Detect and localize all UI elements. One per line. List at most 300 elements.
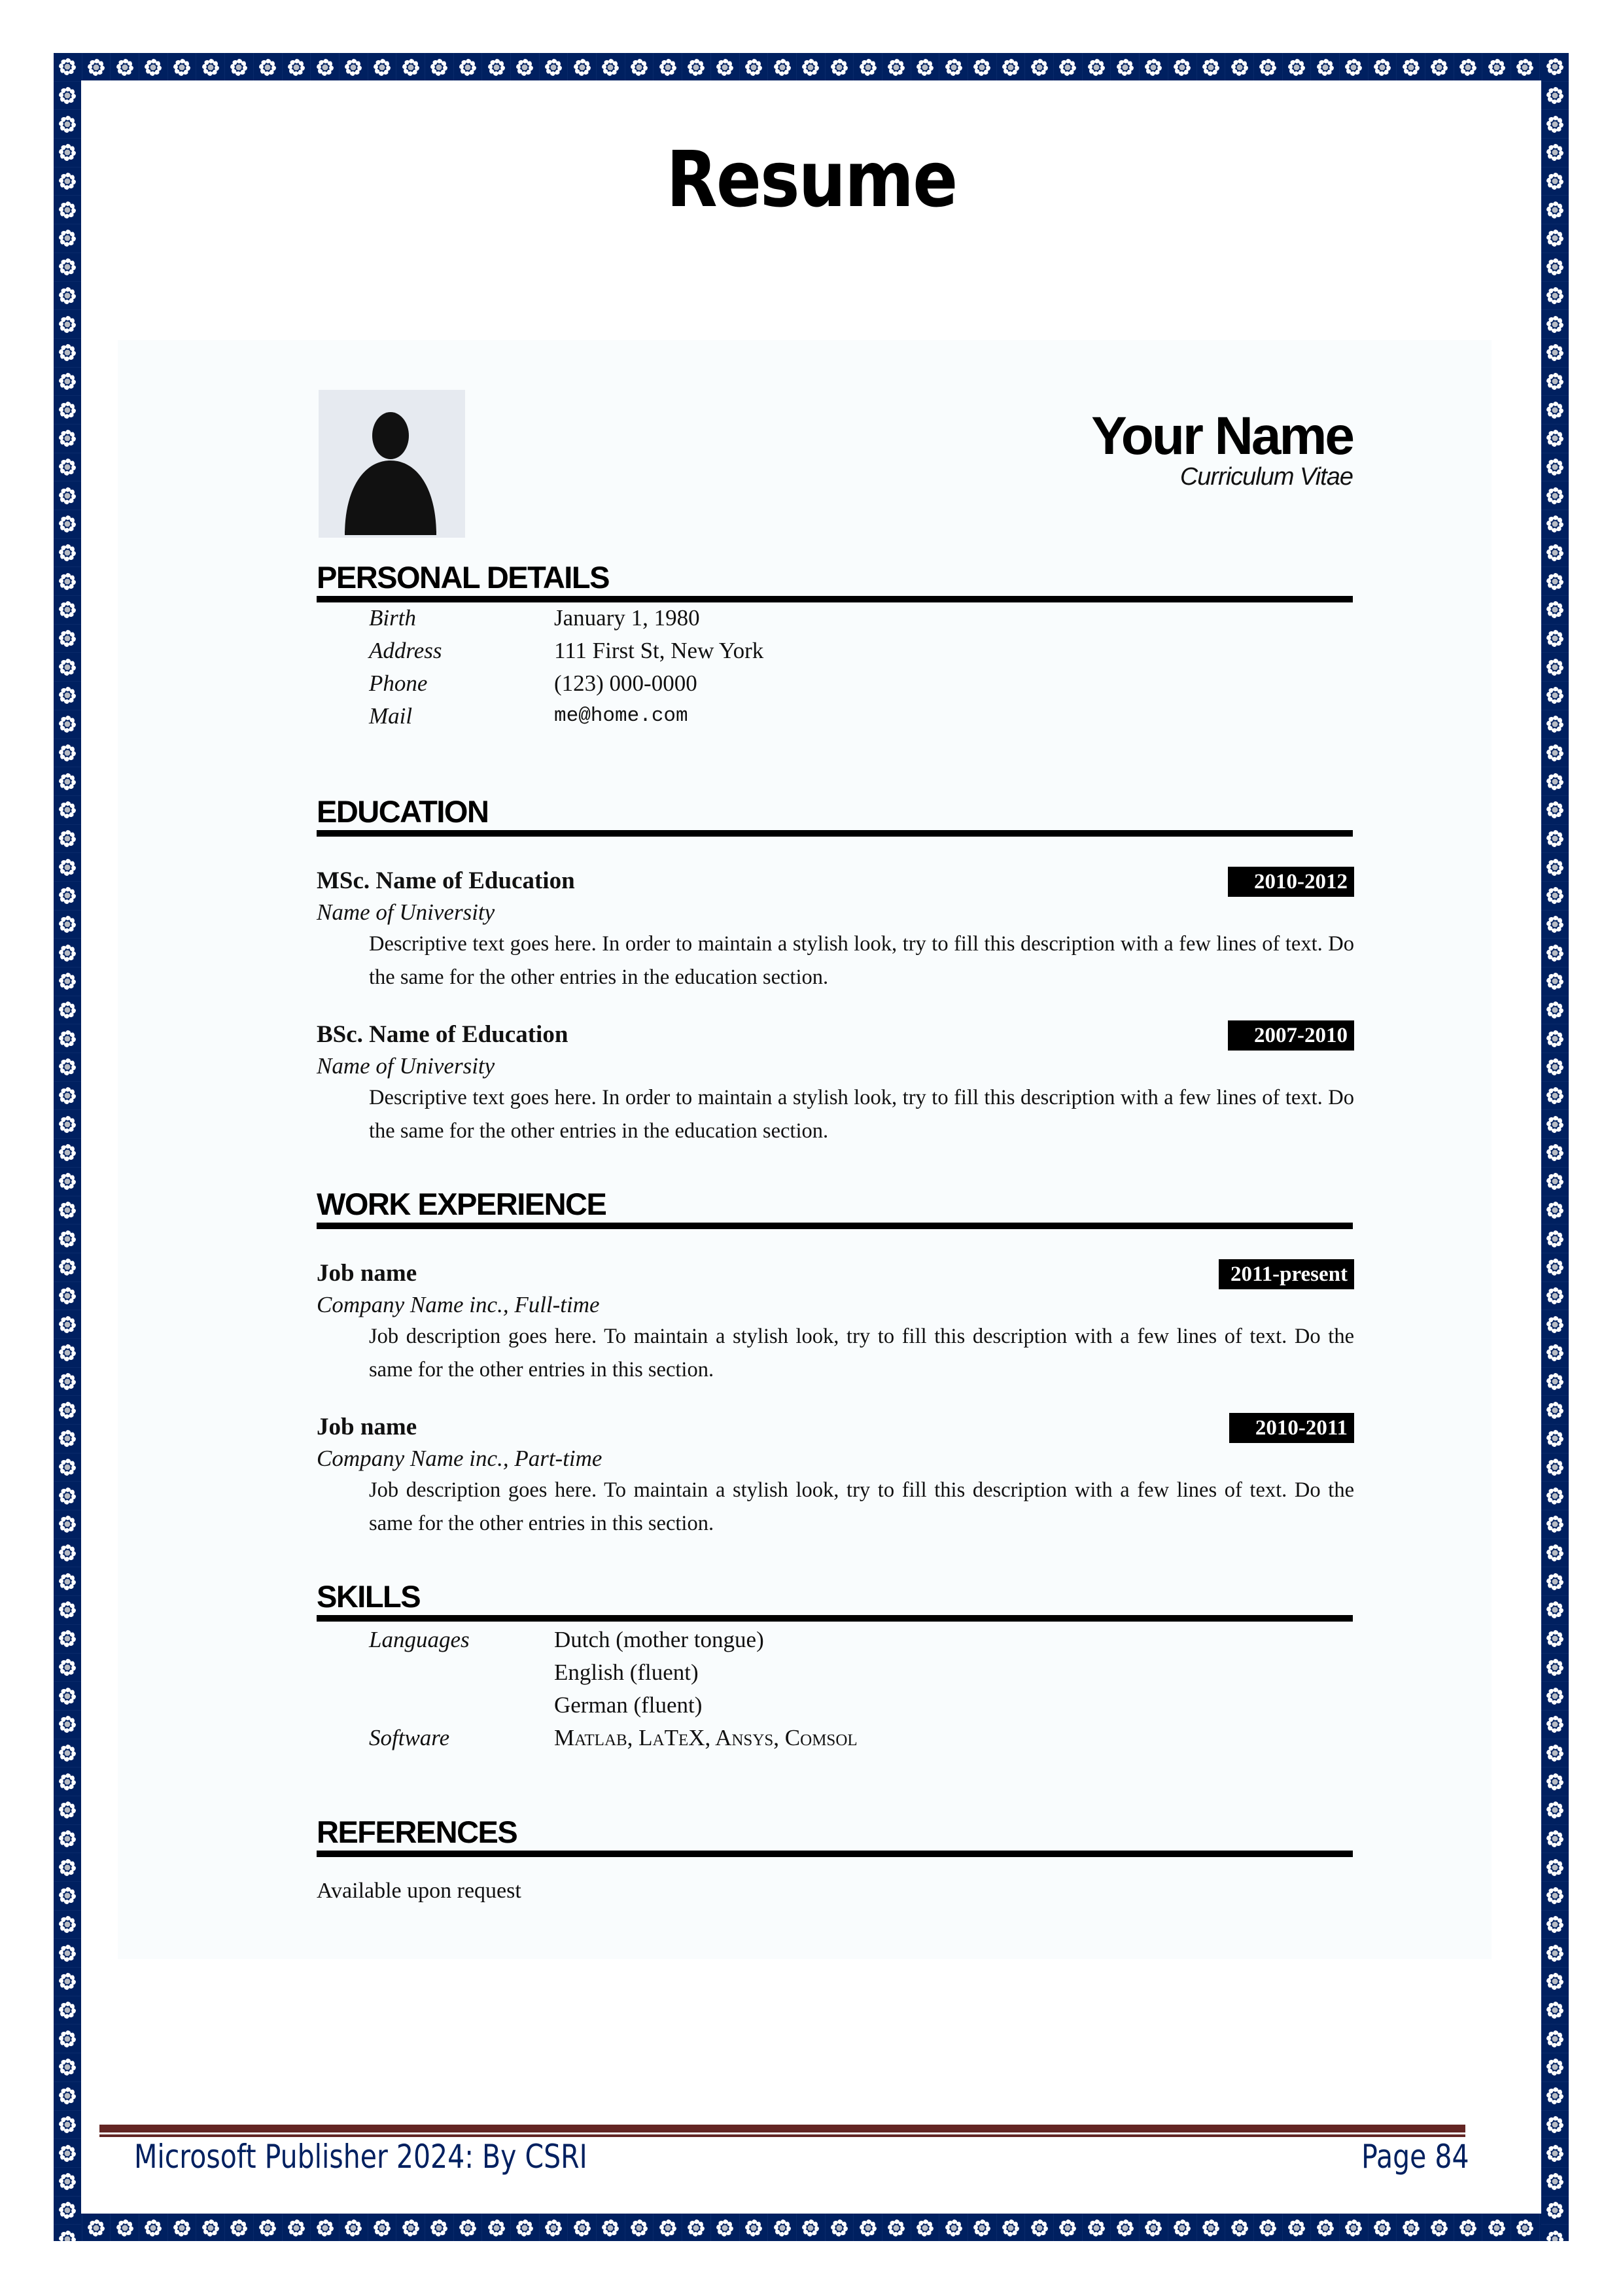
- pinwheel-flower-icon: [1172, 57, 1192, 78]
- job-company: Company Name inc., Full-time: [317, 1292, 600, 1317]
- pinwheel-flower-icon: [915, 2218, 935, 2238]
- pinwheel-flower-icon: [1545, 1828, 1565, 1849]
- resume-image: [118, 340, 1492, 1959]
- pinwheel-flower-icon: [172, 57, 192, 78]
- border-tile: [1541, 1053, 1569, 1082]
- border-tile: [54, 1482, 81, 1510]
- page-border-right: [1541, 53, 1569, 2241]
- education-institution: Name of University: [317, 899, 495, 925]
- pinwheel-flower-icon: [58, 1599, 77, 1620]
- border-tile: [111, 2214, 139, 2241]
- pinwheel-flower-icon: [1545, 371, 1565, 392]
- pinwheel-flower-icon: [1344, 57, 1363, 78]
- border-tile: [1541, 1368, 1569, 1397]
- pinwheel-flower-icon: [658, 2218, 678, 2238]
- pinwheel-flower-icon: [1230, 2218, 1249, 2238]
- skills-list: [369, 1624, 958, 1761]
- pinwheel-flower-icon: [1545, 2057, 1565, 2078]
- pinwheel-flower-icon: [458, 57, 478, 78]
- value-phone: (123) 000-0000: [554, 670, 697, 696]
- pinwheel-flower-icon: [1545, 513, 1565, 534]
- pinwheel-flower-icon: [58, 2085, 77, 2106]
- value-birth: January 1, 1980: [554, 605, 700, 631]
- pinwheel-flower-icon: [1429, 2218, 1449, 2238]
- border-tile: [54, 167, 81, 196]
- pinwheel-flower-icon: [1545, 943, 1565, 964]
- pinwheel-flower-icon: [1115, 57, 1135, 78]
- border-tile: [1541, 882, 1569, 911]
- border-tile: [1541, 1282, 1569, 1311]
- pinwheel-flower-icon: [58, 171, 77, 192]
- page-border-bottom: [54, 2214, 1569, 2241]
- border-tile: [1340, 53, 1369, 80]
- border-tile: [1541, 2053, 1569, 2082]
- border-tile: [225, 53, 254, 80]
- border-tile: [54, 2225, 81, 2241]
- border-tile: [1340, 2214, 1369, 2241]
- border-tile: [54, 282, 81, 311]
- border-tile: [1482, 53, 1511, 80]
- pinwheel-flower-icon: [1545, 1542, 1565, 1563]
- pinwheel-flower-icon: [572, 57, 592, 78]
- pinwheel-flower-icon: [858, 2218, 878, 2238]
- border-tile: [997, 53, 1026, 80]
- border-tile: [54, 1939, 81, 1968]
- border-tile: [1541, 1796, 1569, 1825]
- footer-page-number: Page 84: [1361, 2138, 1469, 2176]
- pinwheel-flower-icon: [58, 1828, 77, 1849]
- software-list: Matlab, LaTeX, Ansys, Comsol: [554, 1725, 858, 1750]
- border-tile: [1541, 425, 1569, 453]
- border-tile: [1511, 53, 1540, 80]
- border-tile: [368, 53, 397, 80]
- pinwheel-flower-icon: [401, 2218, 421, 2238]
- border-tile: [654, 2214, 682, 2241]
- border-tile: [54, 1567, 81, 1596]
- border-tile: [54, 1625, 81, 1654]
- pinwheel-flower-icon: [1515, 2218, 1535, 2238]
- pinwheel-flower-icon: [58, 571, 77, 592]
- border-tile: [1541, 825, 1569, 854]
- border-tile: [54, 1282, 81, 1311]
- border-tile: [1225, 53, 1254, 80]
- pinwheel-flower-icon: [58, 428, 77, 449]
- border-tile: [997, 2214, 1026, 2241]
- border-tile: [54, 425, 81, 453]
- border-tile: [54, 1253, 81, 1282]
- border-tile: [54, 53, 81, 82]
- pinwheel-flower-icon: [1545, 1628, 1565, 1649]
- border-tile: [283, 2214, 311, 2241]
- border-tile: [1140, 53, 1168, 80]
- border-tile: [54, 1310, 81, 1339]
- pinwheel-flower-icon: [58, 1514, 77, 1535]
- border-tile: [54, 1396, 81, 1425]
- pinwheel-flower-icon: [487, 57, 506, 78]
- border-tile: [1541, 739, 1569, 768]
- education-title: MSc. Name of Education: [317, 867, 575, 894]
- border-tile: [768, 53, 797, 80]
- pinwheel-flower-icon: [58, 1171, 77, 1192]
- border-tile: [768, 2214, 797, 2241]
- pinwheel-flower-icon: [58, 857, 77, 878]
- border-tile: [1541, 139, 1569, 167]
- cv-subtitle: Curriculum Vitae: [1179, 463, 1353, 491]
- pinwheel-flower-icon: [58, 485, 77, 506]
- pinwheel-flower-icon: [58, 256, 77, 277]
- pinwheel-flower-icon: [1545, 1314, 1565, 1335]
- section-heading-skills: SKILLS: [317, 1580, 1353, 1622]
- border-tile: [511, 2214, 540, 2241]
- pinwheel-flower-icon: [1545, 1200, 1565, 1221]
- border-tile: [1541, 1196, 1569, 1225]
- label-languages: Languages: [369, 1627, 470, 1652]
- pinwheel-flower-icon: [58, 1571, 77, 1592]
- border-tile: [1541, 368, 1569, 396]
- pinwheel-flower-icon: [1545, 1085, 1565, 1106]
- border-tile: [54, 567, 81, 596]
- border-tile: [711, 53, 740, 80]
- border-tile: [1283, 53, 1312, 80]
- border-tile: [54, 1196, 81, 1225]
- border-tile: [826, 53, 854, 80]
- border-tile: [540, 53, 568, 80]
- border-tile: [196, 2214, 225, 2241]
- border-tile: [54, 1596, 81, 1625]
- border-tile: [1541, 110, 1569, 139]
- border-tile: [111, 53, 139, 80]
- page-border-top: [54, 53, 1569, 80]
- border-tile: [1541, 1825, 1569, 1854]
- border-tile: [54, 481, 81, 510]
- pinwheel-flower-icon: [58, 1457, 77, 1478]
- border-tile: [1541, 481, 1569, 510]
- border-tile: [1454, 2214, 1483, 2241]
- border-tile: [168, 53, 197, 80]
- border-tile: [311, 2214, 340, 2241]
- pinwheel-flower-icon: [1545, 1285, 1565, 1306]
- border-tile: [1541, 911, 1569, 939]
- pinwheel-flower-icon: [1545, 1857, 1565, 1878]
- border-tile: [396, 53, 425, 80]
- pinwheel-flower-icon: [1545, 1657, 1565, 1678]
- border-tile: [682, 53, 711, 80]
- pinwheel-flower-icon: [1545, 1171, 1565, 1192]
- pinwheel-flower-icon: [1372, 2218, 1392, 2238]
- border-tile: [911, 2214, 940, 2241]
- border-tile: [1425, 2214, 1454, 2241]
- border-tile: [1482, 2214, 1511, 2241]
- pinwheel-flower-icon: [1545, 2114, 1565, 2135]
- pinwheel-flower-icon: [1287, 2218, 1306, 2238]
- border-tile: [396, 2214, 425, 2241]
- pinwheel-flower-icon: [1545, 1428, 1565, 1449]
- pinwheel-flower-icon: [1545, 428, 1565, 449]
- pinwheel-flower-icon: [58, 1285, 77, 1306]
- pinwheel-flower-icon: [287, 57, 306, 78]
- border-tile: [54, 996, 81, 1025]
- pinwheel-flower-icon: [58, 85, 77, 106]
- pinwheel-flower-icon: [58, 685, 77, 706]
- border-tile: [54, 339, 81, 368]
- border-tile: [1168, 2214, 1197, 2241]
- pinwheel-flower-icon: [544, 57, 563, 78]
- border-tile: [54, 967, 81, 996]
- pinwheel-flower-icon: [58, 228, 77, 249]
- pinwheel-flower-icon: [544, 2218, 563, 2238]
- border-tile: [1541, 1911, 1569, 1939]
- pinwheel-flower-icon: [343, 2218, 363, 2238]
- pinwheel-flower-icon: [58, 1114, 77, 1135]
- border-tile: [1541, 996, 1569, 1025]
- border-tile: [1541, 396, 1569, 425]
- pinwheel-flower-icon: [972, 57, 992, 78]
- border-tile: [939, 2214, 968, 2241]
- language-item: German (fluent): [554, 1692, 703, 1718]
- pinwheel-flower-icon: [58, 1885, 77, 1906]
- border-tile: [1541, 2225, 1569, 2241]
- pinwheel-flower-icon: [1545, 114, 1565, 135]
- border-tile: [1054, 2214, 1083, 2241]
- pinwheel-flower-icon: [1545, 2000, 1565, 2021]
- label-software: Software: [369, 1725, 450, 1750]
- border-tile: [1311, 2214, 1340, 2241]
- border-tile: [625, 2214, 654, 2241]
- pinwheel-flower-icon: [1458, 2218, 1478, 2238]
- border-tile: [54, 2168, 81, 2197]
- border-tile: [1541, 1510, 1569, 1539]
- pinwheel-flower-icon: [1545, 2229, 1565, 2241]
- pinwheel-flower-icon: [258, 57, 277, 78]
- pinwheel-flower-icon: [86, 2218, 106, 2238]
- pinwheel-flower-icon: [58, 1800, 77, 1820]
- border-tile: [1541, 853, 1569, 882]
- pinwheel-flower-icon: [58, 1142, 77, 1163]
- border-tile: [1541, 1082, 1569, 1111]
- border-tile: [854, 53, 882, 80]
- education-description: Descriptive text goes here. In order to maintain a stylish look, try to fill this description with a few lines of text. Do the same for the other entries in the education section.: [369, 932, 1354, 989]
- border-tile: [740, 2214, 769, 2241]
- pinwheel-flower-icon: [58, 885, 77, 906]
- cv-name: Your Name: [1091, 406, 1353, 466]
- pinwheel-flower-icon: [58, 828, 77, 849]
- border-tile: [854, 2214, 882, 2241]
- border-tile: [1541, 1539, 1569, 1568]
- border-tile: [82, 2214, 111, 2241]
- pinwheel-flower-icon: [858, 57, 878, 78]
- pinwheel-flower-icon: [143, 57, 163, 78]
- value-mail: me@home.com: [554, 704, 688, 727]
- pinwheel-flower-icon: [58, 657, 77, 678]
- label-address: Address: [369, 638, 442, 663]
- pinwheel-flower-icon: [1545, 1800, 1565, 1820]
- border-tile: [425, 2214, 454, 2241]
- pinwheel-flower-icon: [58, 2114, 77, 2135]
- border-tile: [1254, 53, 1283, 80]
- border-tile: [1541, 167, 1569, 196]
- pinwheel-flower-icon: [58, 285, 77, 306]
- pinwheel-flower-icon: [1087, 2218, 1106, 2238]
- pinwheel-flower-icon: [1258, 57, 1278, 78]
- border-tile: [454, 53, 483, 80]
- pinwheel-flower-icon: [1545, 542, 1565, 563]
- education-description: Descriptive text goes here. In order to maintain a stylish look, try to fill this description with a few lines of text. Do the same for the other entries in the education section.: [369, 1086, 1354, 1143]
- border-tile: [1541, 710, 1569, 739]
- pinwheel-flower-icon: [58, 1342, 77, 1363]
- pinwheel-flower-icon: [58, 1857, 77, 1878]
- border-tile: [1541, 1739, 1569, 1768]
- pinwheel-flower-icon: [58, 371, 77, 392]
- border-tile: [1541, 1168, 1569, 1196]
- pinwheel-flower-icon: [1545, 1457, 1565, 1478]
- border-tile: [1541, 967, 1569, 996]
- pinwheel-flower-icon: [58, 971, 77, 992]
- pinwheel-flower-icon: [115, 57, 135, 78]
- border-tile: [1541, 1310, 1569, 1339]
- border-tile: [454, 2214, 483, 2241]
- pinwheel-flower-icon: [1545, 2171, 1565, 2192]
- section-heading-education: EDUCATION: [317, 795, 1353, 837]
- pinwheel-flower-icon: [1545, 1228, 1565, 1249]
- border-tile: [568, 53, 597, 80]
- education-title: BSc. Name of Education: [317, 1021, 568, 1048]
- pinwheel-flower-icon: [1545, 1142, 1565, 1163]
- border-tile: [1541, 1225, 1569, 1253]
- border-tile: [54, 853, 81, 882]
- border-tile: [54, 1453, 81, 1482]
- pinwheel-flower-icon: [801, 2218, 820, 2238]
- border-tile: [1541, 82, 1569, 111]
- pinwheel-flower-icon: [1545, 828, 1565, 849]
- border-tile: [1541, 625, 1569, 653]
- border-tile: [54, 1682, 81, 1711]
- border-tile: [1541, 1139, 1569, 1168]
- personal-details-list: [369, 602, 958, 739]
- border-tile: [54, 2111, 81, 2140]
- pinwheel-flower-icon: [58, 342, 77, 363]
- pinwheel-flower-icon: [1201, 57, 1221, 78]
- border-tile: [1541, 2168, 1569, 2197]
- border-tile: [1541, 1596, 1569, 1625]
- pinwheel-flower-icon: [1545, 657, 1565, 678]
- border-tile: [968, 53, 997, 80]
- pinwheel-flower-icon: [58, 771, 77, 792]
- pinwheel-flower-icon: [1545, 171, 1565, 192]
- pinwheel-flower-icon: [1372, 57, 1392, 78]
- pinwheel-flower-icon: [773, 2218, 792, 2238]
- pinwheel-flower-icon: [58, 400, 77, 421]
- pinwheel-flower-icon: [1287, 57, 1306, 78]
- pinwheel-flower-icon: [58, 542, 77, 563]
- pinwheel-flower-icon: [58, 1028, 77, 1049]
- border-tile: [1541, 1396, 1569, 1425]
- border-tile: [1541, 2139, 1569, 2168]
- job-title: Job name: [317, 1414, 417, 1440]
- border-tile: [1541, 1453, 1569, 1482]
- pinwheel-flower-icon: [143, 2218, 163, 2238]
- pinwheel-flower-icon: [1316, 2218, 1335, 2238]
- pinwheel-flower-icon: [972, 2218, 992, 2238]
- pinwheel-flower-icon: [58, 1000, 77, 1020]
- border-tile: [54, 1082, 81, 1111]
- pinwheel-flower-icon: [1545, 1885, 1565, 1906]
- border-tile: [54, 1339, 81, 1368]
- border-tile: [1083, 53, 1111, 80]
- job-description: Job description goes here. To maintain a stylish look, try to fill this description with a few lines of text. Do the same for the other entries in this section.: [369, 1478, 1354, 1535]
- border-tile: [368, 2214, 397, 2241]
- border-tile: [1541, 2111, 1569, 2140]
- pinwheel-flower-icon: [1115, 2218, 1135, 2238]
- border-tile: [1511, 2214, 1540, 2241]
- pinwheel-flower-icon: [1545, 2143, 1565, 2164]
- border-tile: [54, 1882, 81, 1911]
- pinwheel-flower-icon: [1087, 57, 1106, 78]
- border-tile: [1541, 682, 1569, 710]
- pinwheel-flower-icon: [601, 57, 620, 78]
- pinwheel-flower-icon: [829, 57, 849, 78]
- border-tile: [1454, 53, 1483, 80]
- pinwheel-flower-icon: [629, 57, 649, 78]
- pinwheel-flower-icon: [1515, 57, 1535, 78]
- education-institution: Name of University: [317, 1053, 495, 1079]
- page-title: Resume: [666, 134, 957, 224]
- pinwheel-flower-icon: [1201, 2218, 1221, 2238]
- pinwheel-flower-icon: [1487, 57, 1507, 78]
- pinwheel-flower-icon: [1545, 342, 1565, 363]
- border-tile: [168, 2214, 197, 2241]
- border-tile: [1197, 53, 1226, 80]
- border-tile: [540, 2214, 568, 2241]
- border-tile: [340, 2214, 368, 2241]
- pinwheel-flower-icon: [1030, 2218, 1049, 2238]
- border-tile: [1541, 1968, 1569, 1996]
- pinwheel-flower-icon: [58, 2171, 77, 2192]
- border-tile: [882, 2214, 911, 2241]
- border-tile: [54, 396, 81, 425]
- pinwheel-flower-icon: [1545, 571, 1565, 592]
- pinwheel-flower-icon: [1545, 799, 1565, 820]
- border-tile: [54, 767, 81, 796]
- pinwheel-flower-icon: [1545, 200, 1565, 220]
- footer-publication-title: Microsoft Publisher 2024: By CSRI: [134, 2138, 587, 2176]
- pinwheel-flower-icon: [744, 57, 763, 78]
- border-tile: [625, 53, 654, 80]
- pinwheel-flower-icon: [172, 2218, 192, 2238]
- border-tile: [54, 1825, 81, 1854]
- pinwheel-flower-icon: [1316, 57, 1335, 78]
- pinwheel-flower-icon: [1143, 57, 1163, 78]
- pinwheel-flower-icon: [1058, 57, 1077, 78]
- border-tile: [1541, 939, 1569, 967]
- border-tile: [654, 53, 682, 80]
- pinwheel-flower-icon: [58, 599, 77, 620]
- pinwheel-flower-icon: [58, 457, 77, 478]
- border-tile: [82, 53, 111, 80]
- border-tile: [1168, 53, 1197, 80]
- pinwheel-flower-icon: [58, 2000, 77, 2021]
- pinwheel-flower-icon: [1545, 1743, 1565, 1764]
- border-tile: [1083, 2214, 1111, 2241]
- pinwheel-flower-icon: [1401, 2218, 1421, 2238]
- border-tile: [1541, 1425, 1569, 1453]
- pinwheel-flower-icon: [1545, 1971, 1565, 1992]
- border-tile: [254, 2214, 283, 2241]
- pinwheel-flower-icon: [1487, 2218, 1507, 2238]
- pinwheel-flower-icon: [58, 1257, 77, 1278]
- pinwheel-flower-icon: [829, 2218, 849, 2238]
- pinwheel-flower-icon: [58, 628, 77, 649]
- border-tile: [54, 710, 81, 739]
